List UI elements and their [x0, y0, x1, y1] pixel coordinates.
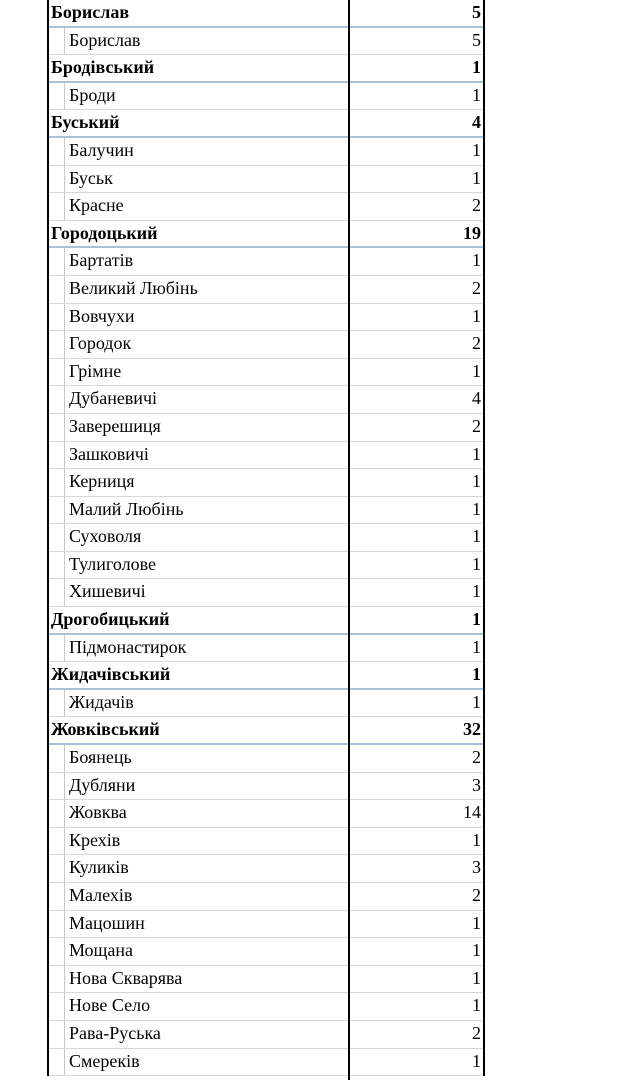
group-row: [49, 221, 483, 249]
indent-guide: [64, 497, 65, 524]
indent-guide: [64, 1049, 65, 1076]
indent-guide: [64, 442, 65, 469]
item-name: Суховоля: [69, 526, 142, 547]
group-count: 5: [472, 2, 481, 22]
group-row: [49, 110, 483, 138]
table-row: [49, 993, 483, 1021]
item-count: 1: [472, 940, 481, 961]
indent-guide: [64, 1021, 65, 1048]
item-name: Малий Любінь: [69, 498, 184, 519]
item-count: 1: [472, 167, 481, 188]
indent-guide: [64, 331, 65, 358]
item-name: Дубляни: [69, 774, 136, 795]
indent-guide: [64, 414, 65, 441]
table-row: [49, 966, 483, 994]
item-count: 1: [472, 967, 481, 988]
indent-guide: [64, 690, 65, 717]
indent-guide: [64, 911, 65, 938]
item-name: Жидачів: [69, 691, 134, 712]
item-name: Дубаневичі: [69, 388, 157, 409]
item-name: Грімне: [69, 360, 122, 381]
table-row: [49, 938, 483, 966]
table-row: [49, 911, 483, 939]
item-name: Тулиголове: [69, 553, 156, 574]
item-count: 1: [472, 250, 481, 271]
item-name: Зашковичі: [69, 443, 149, 464]
table-row: [49, 773, 483, 801]
table-row: [49, 442, 483, 470]
indent-guide: [64, 635, 65, 662]
data-table: [47, 0, 485, 1076]
group-name: Дрогобицький: [51, 609, 170, 630]
item-name: Великий Любінь: [69, 277, 198, 298]
group-count: 32: [463, 719, 481, 740]
group-name: Бродівський: [51, 57, 155, 78]
item-name: Жовква: [69, 802, 127, 823]
group-count: 1: [472, 57, 481, 78]
table-row: [49, 83, 483, 111]
indent-guide: [64, 304, 65, 331]
item-name: Борислав: [69, 29, 141, 50]
item-count: 1: [472, 995, 481, 1016]
item-count: 1: [472, 139, 481, 160]
table-row: [49, 635, 483, 663]
item-count: 4: [472, 388, 481, 409]
item-count: 3: [472, 774, 481, 795]
item-count: 2: [472, 333, 481, 354]
item-name: Смереків: [69, 1050, 140, 1071]
indent-guide: [64, 166, 65, 193]
indent-guide: [64, 579, 65, 606]
group-name: Жовківський: [51, 719, 160, 740]
indent-guide: [64, 386, 65, 413]
table-row: [49, 166, 483, 194]
item-count: 14: [463, 802, 481, 823]
item-count: 1: [472, 84, 481, 105]
indent-guide: [64, 28, 65, 55]
indent-guide: [64, 552, 65, 579]
group-count: 1: [472, 664, 481, 685]
table-row: [49, 386, 483, 414]
item-count: 1: [472, 443, 481, 464]
table-row: [49, 800, 483, 828]
table-row: [49, 193, 483, 221]
indent-guide: [64, 938, 65, 965]
table-row: [49, 331, 483, 359]
item-name: Крехів: [69, 829, 121, 850]
indent-guide: [64, 193, 65, 220]
indent-guide: [64, 248, 65, 275]
indent-guide: [64, 883, 65, 910]
group-row: [49, 55, 483, 83]
item-name: Броди: [69, 84, 116, 105]
item-name: Балучин: [69, 139, 134, 160]
item-count: 2: [472, 1022, 481, 1043]
group-name: Буський: [51, 112, 120, 133]
table-row: [49, 579, 483, 607]
table-row: [49, 304, 483, 332]
indent-guide: [64, 469, 65, 496]
item-name: Городок: [69, 333, 132, 354]
table-row: [49, 276, 483, 304]
indent-guide: [64, 138, 65, 165]
group-row: [49, 607, 483, 635]
table-row: [49, 828, 483, 856]
item-name: Мацошин: [69, 912, 145, 933]
group-count: 4: [472, 112, 481, 133]
item-name: Вовчухи: [69, 305, 135, 326]
item-count: 2: [472, 747, 481, 768]
item-name: Мощана: [69, 940, 134, 961]
item-name: Малехів: [69, 885, 133, 905]
table-row: [49, 690, 483, 718]
item-name: Керниця: [69, 471, 135, 492]
group-row: [49, 662, 483, 690]
item-name: Нова Скварява: [69, 967, 183, 988]
item-name: Нове Село: [69, 995, 151, 1016]
item-count: 1: [472, 691, 481, 712]
item-name: Бартатів: [69, 250, 134, 271]
table-row: [49, 745, 483, 773]
table-row: [49, 855, 483, 883]
indent-guide: [64, 83, 65, 110]
item-count: 1: [472, 526, 481, 547]
item-count: 2: [472, 277, 481, 298]
indent-guide: [64, 855, 65, 882]
table-row: [49, 552, 483, 580]
indent-guide: [64, 800, 65, 827]
indent-guide: [64, 745, 65, 772]
item-name: Заверешиця: [69, 415, 161, 436]
table-row: [49, 469, 483, 497]
indent-guide: [64, 524, 65, 551]
column-divider: [348, 0, 350, 1080]
item-count: 1: [472, 498, 481, 519]
table-row: [49, 28, 483, 56]
table-row: [49, 248, 483, 276]
item-count: 1: [472, 581, 481, 602]
indent-guide: [64, 828, 65, 855]
item-name: Куликів: [69, 857, 129, 878]
table-row: [49, 883, 483, 911]
group-count: 1: [472, 609, 481, 630]
item-name: Буськ: [69, 167, 113, 188]
indent-guide: [64, 966, 65, 993]
item-count: 1: [472, 1050, 481, 1071]
item-count: 1: [472, 305, 481, 326]
item-count: 2: [472, 415, 481, 436]
item-count: 1: [472, 912, 481, 933]
group-name: Борислав: [51, 2, 130, 22]
group-row: [49, 0, 483, 28]
table-row: [49, 1021, 483, 1049]
item-name: Рава-Руська: [69, 1022, 161, 1043]
group-count: 19: [463, 222, 481, 243]
table-row: [49, 497, 483, 525]
item-count: 5: [472, 29, 481, 50]
table-row: [49, 138, 483, 166]
table-row: [49, 1049, 483, 1077]
group-row: [49, 717, 483, 745]
item-count: 1: [472, 829, 481, 850]
item-count: 1: [472, 471, 481, 492]
group-name: Городоцький: [51, 222, 158, 243]
item-count: 1: [472, 360, 481, 381]
indent-guide: [64, 773, 65, 800]
group-name: Жидачівський: [51, 664, 171, 685]
table-row: [49, 359, 483, 387]
table-row: [49, 414, 483, 442]
item-name: Красне: [69, 195, 124, 216]
item-count: 1: [472, 636, 481, 657]
item-count: 2: [472, 195, 481, 216]
item-count: 2: [472, 885, 481, 905]
indent-guide: [64, 359, 65, 386]
indent-guide: [64, 993, 65, 1020]
item-name: Боянець: [69, 747, 132, 768]
indent-guide: [64, 276, 65, 303]
item-count: 3: [472, 857, 481, 878]
item-count: 1: [472, 553, 481, 574]
item-name: Підмонастирок: [69, 636, 187, 657]
item-name: Хишевичі: [69, 581, 146, 602]
table-row: [49, 524, 483, 552]
